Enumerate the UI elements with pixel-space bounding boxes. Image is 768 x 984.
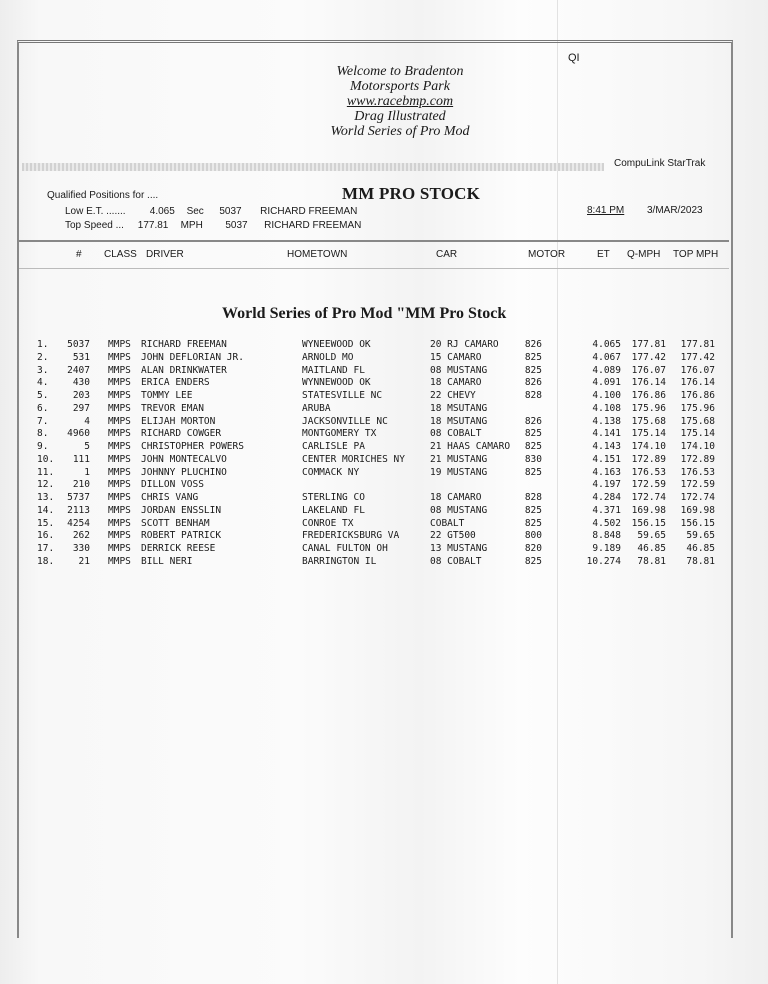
cell-q-mph: 172.74 xyxy=(631,492,666,503)
cell-class: MMPS xyxy=(108,339,131,350)
cell-driver: ERICA ENDERS xyxy=(141,377,210,389)
cell-hometown: MONTGOMERY TX xyxy=(302,428,377,440)
cell-car: 18 CAMARO xyxy=(430,377,482,389)
cell-position: 17. xyxy=(37,543,55,554)
cell-hometown: ARUBA xyxy=(302,402,331,414)
cell-car-number: 1 xyxy=(84,466,90,478)
cell-top-mph: 172.74 xyxy=(680,492,715,503)
cell-driver: DILLON VOSS xyxy=(141,479,204,491)
cell-et: 4.067 xyxy=(592,351,621,363)
cell-et: 4.065 xyxy=(592,339,621,350)
top-speed-unit: MPH xyxy=(180,220,203,231)
cell-top-mph: 172.89 xyxy=(680,453,715,465)
cell-driver: TREVOR EMAN xyxy=(141,402,204,414)
cell-motor: 825 xyxy=(524,517,542,529)
top-speed-driver: RICHARD FREEMAN xyxy=(264,220,362,231)
cell-class: MMPS xyxy=(108,364,131,376)
cell-q-mph: 175.14 xyxy=(631,428,666,440)
cell-car-number: 111 xyxy=(72,453,90,465)
cell-class: MMPS xyxy=(108,351,131,363)
cell-position: 6. xyxy=(37,402,49,414)
cell-et: 4.091 xyxy=(592,377,621,389)
cell-car-number: 4960 xyxy=(67,428,90,440)
cell-car: 22 GT500 xyxy=(430,530,476,542)
cell-position: 9. xyxy=(37,441,49,452)
cell-motor: 800 xyxy=(524,530,542,542)
cell-motor: 825 xyxy=(524,428,542,440)
cell-et: 4.143 xyxy=(592,441,621,452)
cell-hometown: CANAL FULTON OH xyxy=(302,543,388,554)
cell-hometown: CARLISLE PA xyxy=(302,441,365,452)
cell-hometown: COMMACK NY xyxy=(302,466,360,478)
cell-motor: 826 xyxy=(524,415,542,427)
col-header-et: ET xyxy=(597,249,610,260)
cell-driver: ROBERT PATRICK xyxy=(141,530,222,542)
cell-car-number: 297 xyxy=(72,402,90,414)
cell-driver: DERRICK REESE xyxy=(141,543,216,554)
table-row xyxy=(0,479,768,492)
col-header-qmph: Q-MPH xyxy=(627,249,661,260)
cell-car: 22 CHEVY xyxy=(430,390,476,401)
cell-driver: TOMMY LEE xyxy=(141,390,193,401)
cell-class: MMPS xyxy=(108,453,131,465)
cell-car: 08 COBALT xyxy=(430,555,482,567)
cell-q-mph: 176.86 xyxy=(631,390,666,401)
cell-q-mph: 156.15 xyxy=(631,517,666,529)
cell-q-mph: 175.96 xyxy=(631,402,666,414)
event-title: MM PRO STOCK xyxy=(342,184,481,203)
low-et-row xyxy=(65,206,357,217)
cell-car: 18 CAMARO xyxy=(430,492,482,503)
cell-motor: 825 xyxy=(524,555,542,567)
low-et-driver: RICHARD FREEMAN xyxy=(260,206,358,217)
cell-position: 15. xyxy=(37,517,55,529)
table-row xyxy=(0,428,768,441)
cell-car: 18 MSUTANG xyxy=(430,402,488,414)
cell-position: 8. xyxy=(37,428,49,440)
cell-position: 18. xyxy=(37,555,55,567)
cell-position: 1. xyxy=(37,339,49,350)
cell-motor: 828 xyxy=(524,390,542,401)
cell-class: MMPS xyxy=(108,466,131,478)
cell-et: 4.371 xyxy=(592,504,621,516)
cell-position: 4. xyxy=(37,377,49,389)
cell-hometown: CONROE TX xyxy=(302,517,354,529)
col-header-driver: DRIVER xyxy=(146,249,184,260)
cell-top-mph: 177.81 xyxy=(680,339,715,350)
cell-q-mph: 59.65 xyxy=(637,530,666,542)
cell-motor: 826 xyxy=(524,377,542,389)
cell-class: MMPS xyxy=(108,517,131,529)
cell-hometown: CENTER MORICHES NY xyxy=(302,453,405,465)
cell-et: 4.089 xyxy=(592,364,621,376)
cell-motor: 820 xyxy=(524,543,542,554)
low-et-unit: Sec xyxy=(186,206,204,217)
cell-class: MMPS xyxy=(108,402,131,414)
cell-q-mph: 177.81 xyxy=(631,339,666,350)
table-row xyxy=(0,339,768,352)
cell-car-number: 5737 xyxy=(67,492,90,503)
cell-car-number: 430 xyxy=(72,377,90,389)
cell-q-mph: 176.53 xyxy=(631,466,666,478)
cell-car-number: 262 xyxy=(72,530,90,542)
col-header-car: CAR xyxy=(436,249,458,260)
top-speed-car-num: 5037 xyxy=(225,220,248,231)
cell-car: 08 MUSTANG xyxy=(430,364,488,376)
cell-motor: 825 xyxy=(524,466,542,478)
cell-motor: 830 xyxy=(524,453,542,465)
cell-car-number: 4254 xyxy=(67,517,90,529)
cell-top-mph: 174.10 xyxy=(680,441,715,452)
cell-driver: BILL NERI xyxy=(141,555,193,567)
col-header-num: # xyxy=(76,249,82,260)
cell-q-mph: 174.10 xyxy=(631,441,666,452)
cell-top-mph: 176.14 xyxy=(680,377,715,389)
cell-class: MMPS xyxy=(108,479,131,491)
cell-car-number: 5 xyxy=(84,441,90,452)
cell-position: 7. xyxy=(37,415,49,427)
cell-top-mph: 176.53 xyxy=(680,466,715,478)
cell-class: MMPS xyxy=(108,441,131,452)
cell-hometown: WYNEEWOOD OK xyxy=(302,339,371,350)
cell-car: 21 HAAS CAMARO xyxy=(430,441,511,452)
cell-motor: 825 xyxy=(524,504,542,516)
cell-et: 4.197 xyxy=(592,479,621,491)
report-date: 3/MAR/2023 xyxy=(647,205,703,216)
cell-class: MMPS xyxy=(108,543,131,554)
cell-car-number: 2113 xyxy=(67,504,90,516)
table-row xyxy=(0,505,768,518)
low-et-label: Low E.T. ....... xyxy=(65,206,126,217)
cell-et: 4.141 xyxy=(592,428,621,440)
table-row xyxy=(0,492,768,505)
cell-position: 3. xyxy=(37,364,49,376)
cell-top-mph: 169.98 xyxy=(680,504,715,516)
cell-driver: SCOTT BENHAM xyxy=(141,517,210,529)
cell-car: COBALT xyxy=(430,517,465,529)
cell-position: 11. xyxy=(37,466,55,478)
table-row xyxy=(0,441,768,454)
table-row xyxy=(0,352,768,365)
cell-car: 08 COBALT xyxy=(430,428,482,440)
cell-driver: CHRIS VANG xyxy=(141,492,199,503)
cell-q-mph: 177.42 xyxy=(631,351,666,363)
col-header-top-mph: TOP MPH xyxy=(673,249,719,260)
cell-position: 13. xyxy=(37,492,55,503)
header-rule-bottom xyxy=(19,268,729,269)
cell-position: 5. xyxy=(37,390,49,401)
cell-q-mph: 169.98 xyxy=(631,504,666,516)
cell-driver: RICHARD FREEMAN xyxy=(141,339,227,350)
cell-top-mph: 176.86 xyxy=(680,390,715,401)
table-row xyxy=(0,467,768,480)
cell-et: 4.100 xyxy=(592,390,621,401)
cell-position: 14. xyxy=(37,504,55,516)
cell-car: 15 CAMARO xyxy=(430,351,482,363)
cell-hometown: ARNOLD MO xyxy=(302,351,354,363)
system-label: CompuLink StarTrak xyxy=(614,158,706,169)
cell-top-mph: 176.07 xyxy=(680,364,715,376)
cell-position: 10. xyxy=(37,453,55,465)
cell-top-mph: 175.14 xyxy=(680,428,715,440)
col-header-hometown: HOMETOWN xyxy=(287,249,348,260)
cell-top-mph: 175.68 xyxy=(680,415,715,427)
cell-q-mph: 175.68 xyxy=(631,415,666,427)
top-speed-row xyxy=(65,220,361,231)
cell-hometown: WYNNEWOOD OK xyxy=(302,377,371,389)
cell-car: 18 MSUTANG xyxy=(430,415,488,427)
cell-hometown: LAKELAND FL xyxy=(302,504,365,516)
cell-motor: 825 xyxy=(524,441,542,452)
results-table xyxy=(0,339,768,569)
table-row xyxy=(0,390,768,403)
cell-hometown: MAITLAND FL xyxy=(302,364,365,376)
top-speed-label: Top Speed ... xyxy=(65,220,124,231)
track-header xyxy=(300,64,500,139)
cell-top-mph: 78.81 xyxy=(686,555,715,567)
cell-et: 4.284 xyxy=(592,492,621,503)
cell-hometown: STERLING CO xyxy=(302,492,365,503)
cell-class: MMPS xyxy=(108,428,131,440)
cell-top-mph: 59.65 xyxy=(686,530,715,542)
header-line-series: World Series of Pro Mod xyxy=(330,124,470,139)
cell-car-number: 4 xyxy=(84,415,90,427)
table-row xyxy=(0,530,768,543)
cell-motor: 825 xyxy=(524,364,542,376)
cell-car-number: 210 xyxy=(72,479,90,491)
low-et-value: 4.065 xyxy=(149,206,175,217)
cell-q-mph: 172.89 xyxy=(631,453,666,465)
cell-motor: 826 xyxy=(524,339,542,350)
cell-driver: ALAN DRINKWATER xyxy=(141,364,227,376)
col-header-motor: MOTOR xyxy=(528,249,566,260)
table-row xyxy=(0,543,768,556)
cell-car-number: 330 xyxy=(72,543,90,554)
cell-et: 4.163 xyxy=(592,466,621,478)
header-line-welcome: Welcome to Bradenton xyxy=(336,64,464,79)
col-header-class: CLASS xyxy=(104,249,137,260)
dotted-divider xyxy=(22,163,604,171)
table-row xyxy=(0,556,768,569)
table-row xyxy=(0,365,768,378)
results-subtitle: World Series of Pro Mod "MM Pro Stock xyxy=(222,305,507,322)
cell-top-mph: 156.15 xyxy=(680,517,715,529)
cell-hometown: JACKSONVILLE NC xyxy=(302,415,388,427)
cell-driver: JOHN MONTECALVO xyxy=(141,453,227,465)
table-row xyxy=(0,454,768,467)
cell-class: MMPS xyxy=(108,415,131,427)
cell-position: 12. xyxy=(37,479,55,491)
cell-et: 4.138 xyxy=(592,415,621,427)
cell-class: MMPS xyxy=(108,504,131,516)
cell-hometown: BARRINGTON IL xyxy=(302,555,377,567)
cell-driver: ELIJAH MORTON xyxy=(141,415,216,427)
cell-q-mph: 78.81 xyxy=(637,555,666,567)
cell-car-number: 21 xyxy=(78,555,90,567)
cell-car: 20 RJ CAMARO xyxy=(430,339,499,350)
session-code: QI xyxy=(568,52,580,64)
cell-et: 4.502 xyxy=(592,517,621,529)
cell-et: 10.274 xyxy=(586,555,621,567)
table-row xyxy=(0,518,768,531)
cell-car-number: 2407 xyxy=(67,364,90,376)
table-row xyxy=(0,403,768,416)
low-et-car-num: 5037 xyxy=(219,206,242,217)
cell-hometown: STATESVILLE NC xyxy=(302,390,383,401)
cell-q-mph: 46.85 xyxy=(637,543,666,554)
cell-position: 2. xyxy=(37,351,49,363)
cell-car: 19 MUSTANG xyxy=(430,466,488,478)
cell-driver: JOHN DEFLORIAN JR. xyxy=(141,351,244,363)
cell-class: MMPS xyxy=(108,377,131,389)
cell-q-mph: 176.07 xyxy=(631,364,666,376)
cell-car: 08 MUSTANG xyxy=(430,504,488,516)
cell-car: 21 MUSTANG xyxy=(430,453,488,465)
cell-top-mph: 46.85 xyxy=(686,543,715,554)
cell-car-number: 531 xyxy=(72,351,90,363)
cell-motor: 825 xyxy=(524,351,542,363)
cell-class: MMPS xyxy=(108,530,131,542)
cell-et: 4.151 xyxy=(592,453,621,465)
cell-top-mph: 177.42 xyxy=(680,351,715,363)
cell-driver: JORDAN ENSSLIN xyxy=(141,504,222,516)
cell-et: 9.189 xyxy=(592,543,621,554)
cell-car-number: 5037 xyxy=(67,339,90,350)
cell-car-number: 203 xyxy=(72,390,90,401)
cell-driver: CHRISTOPHER POWERS xyxy=(141,441,244,452)
cell-class: MMPS xyxy=(108,492,131,503)
table-row xyxy=(0,377,768,390)
cell-top-mph: 172.59 xyxy=(680,479,715,491)
cell-et: 8.848 xyxy=(592,530,621,542)
report-time: 8:41 PM xyxy=(587,205,625,216)
cell-driver: RICHARD COWGER xyxy=(141,428,222,440)
table-row xyxy=(0,416,768,429)
header-rule-top xyxy=(19,240,729,242)
top-speed-value: 177.81 xyxy=(137,220,169,231)
cell-hometown: FREDERICKSBURG VA xyxy=(302,530,400,542)
cell-top-mph: 175.96 xyxy=(680,402,715,414)
header-line-sponsor: Drag Illustrated xyxy=(354,109,446,124)
cell-car: 13 MUSTANG xyxy=(430,543,488,554)
cell-motor: 828 xyxy=(524,492,542,503)
cell-class: MMPS xyxy=(108,555,131,567)
qualified-positions-label: Qualified Positions for .... xyxy=(47,190,159,201)
cell-position: 16. xyxy=(37,530,55,542)
cell-q-mph: 176.14 xyxy=(631,377,666,389)
cell-driver: JOHNNY PLUCHINO xyxy=(141,466,227,478)
cell-class: MMPS xyxy=(108,390,131,401)
cell-q-mph: 172.59 xyxy=(631,479,666,491)
track-url-link[interactable]: www.racebmp.com xyxy=(346,94,454,109)
header-line-track: Motorsports Park xyxy=(350,79,450,94)
cell-et: 4.108 xyxy=(592,402,621,414)
